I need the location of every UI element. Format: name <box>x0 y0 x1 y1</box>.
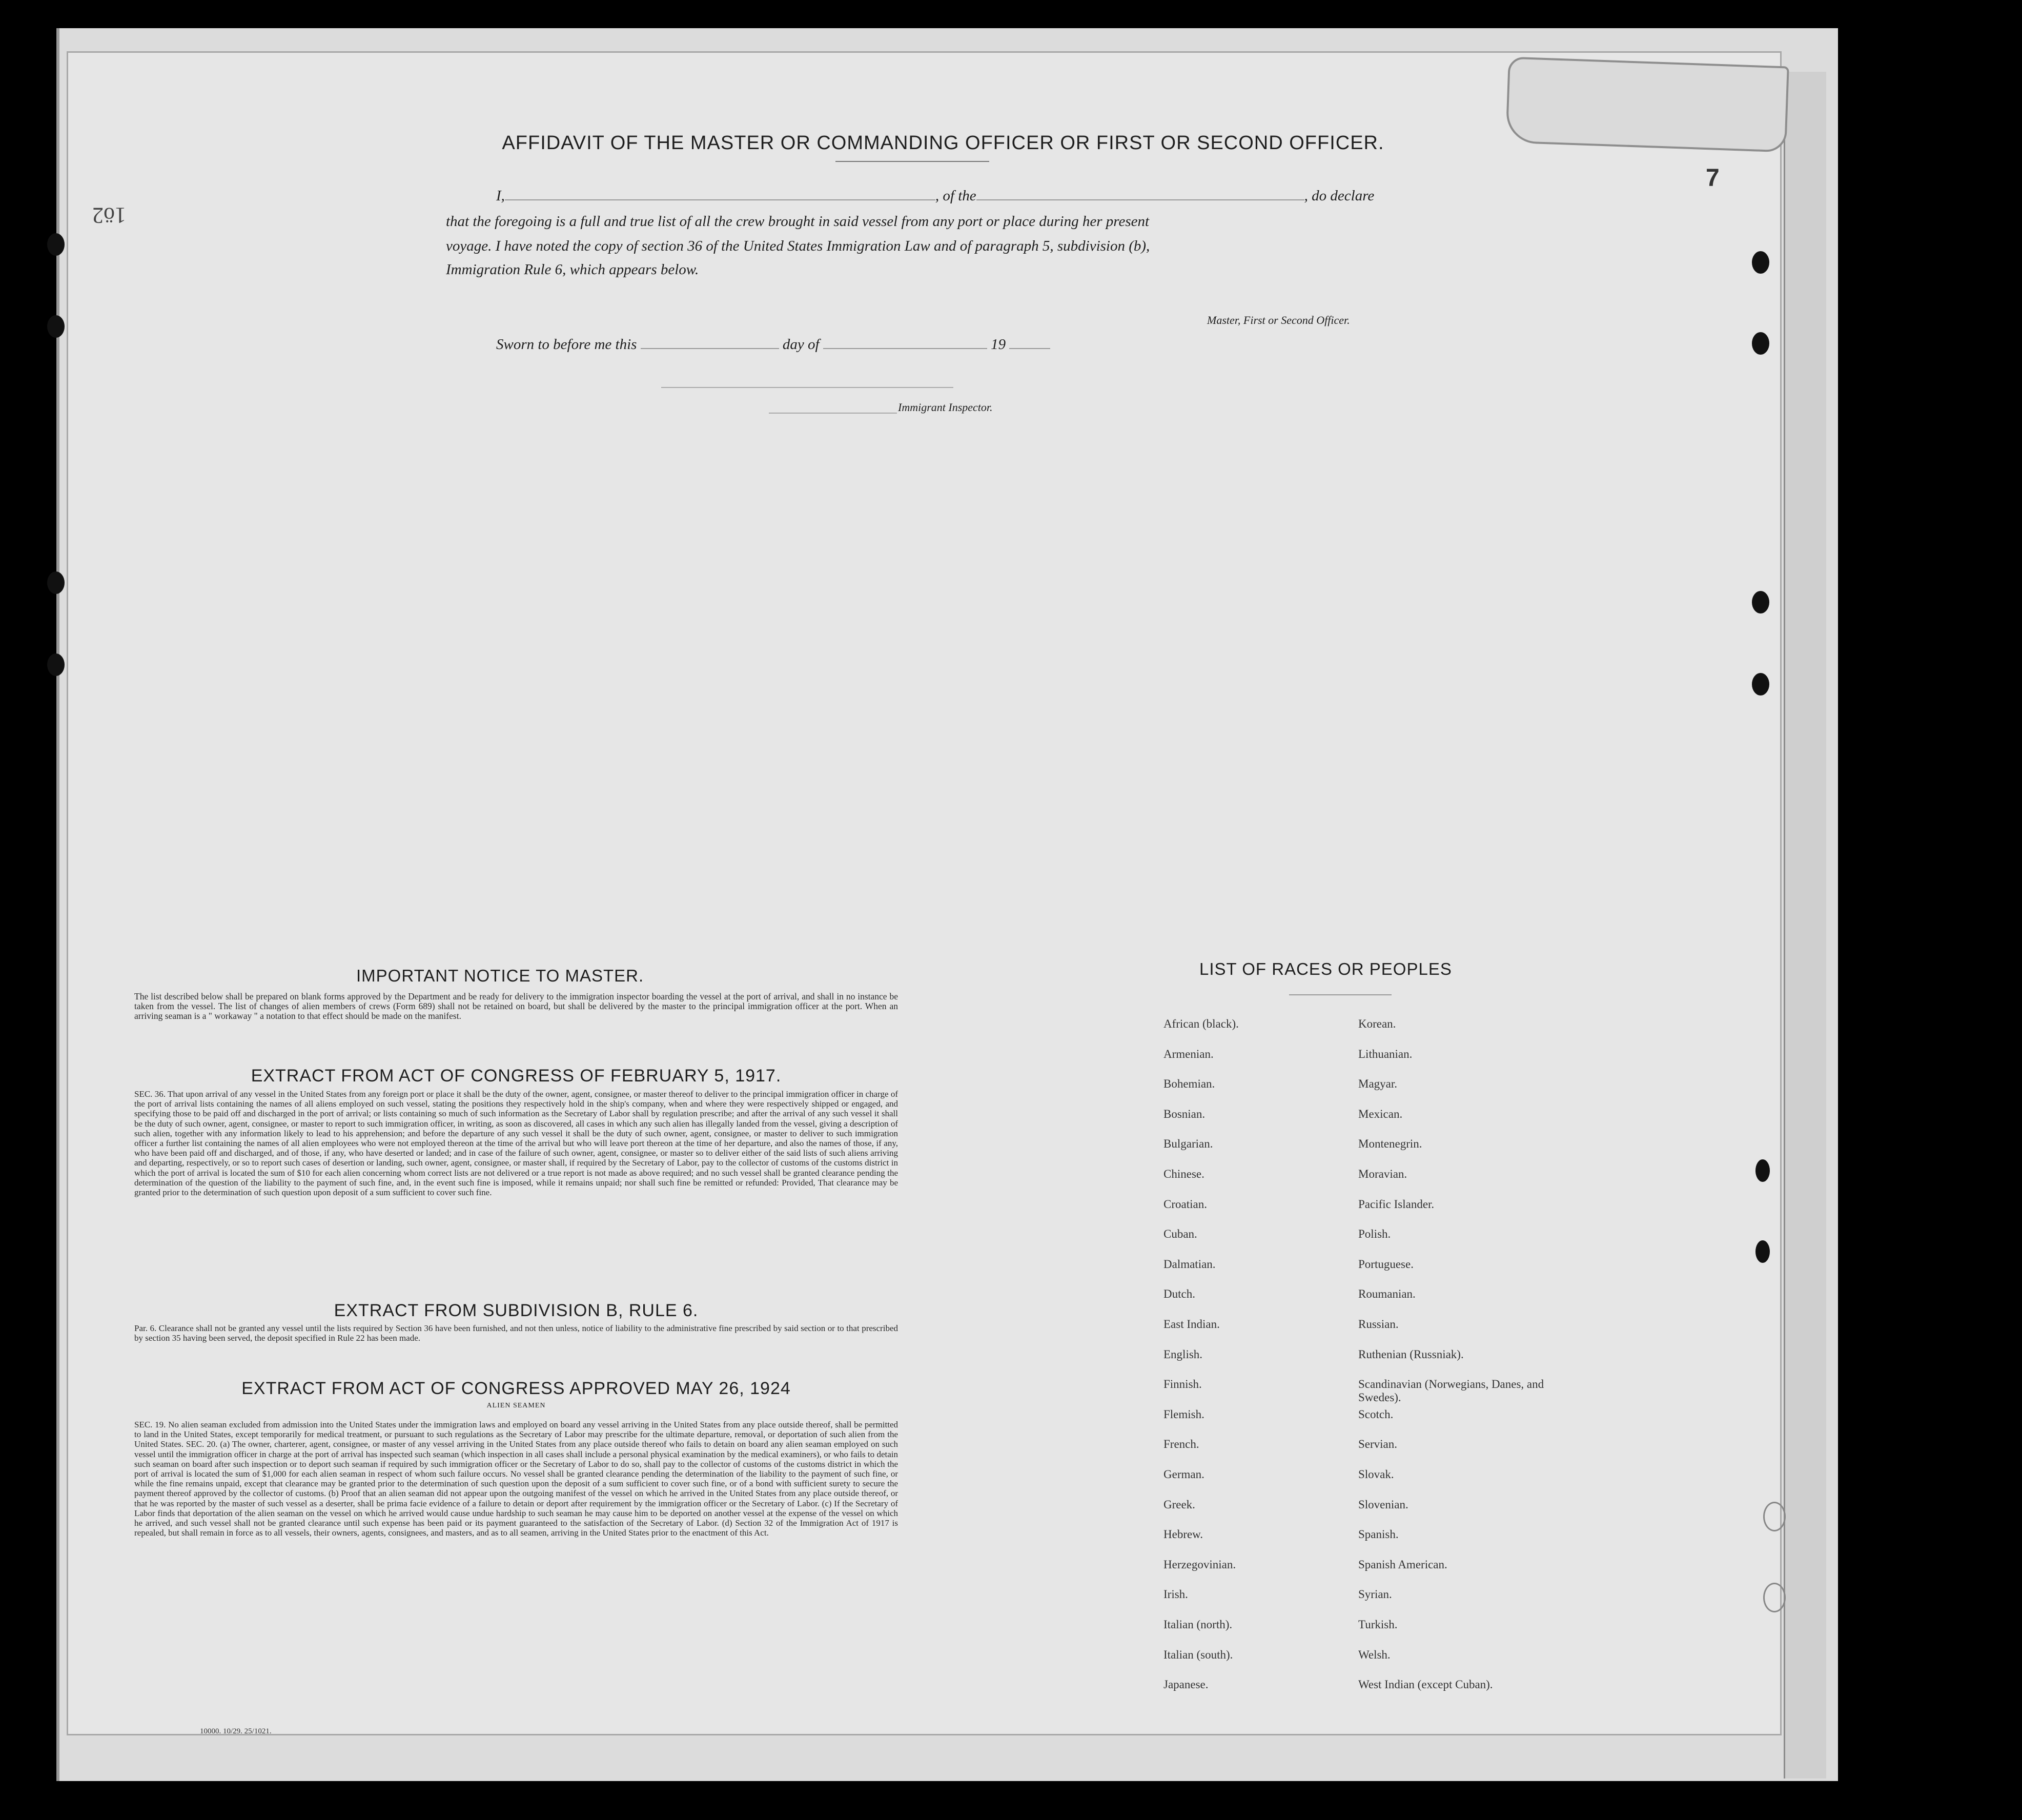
punch-hole <box>1752 591 1769 614</box>
race-item: Hebrew. <box>1163 1528 1203 1541</box>
name-blank <box>505 199 935 200</box>
race-item: Slovenian. <box>1358 1498 1408 1511</box>
races-title-underline <box>1289 994 1392 995</box>
year-blank <box>1009 348 1050 349</box>
race-item: Bosnian. <box>1163 1107 1206 1120</box>
race-item: Croatian. <box>1163 1197 1207 1211</box>
vessel-blank <box>976 199 1304 200</box>
paper-sheet-edge <box>1784 72 1826 1778</box>
extract-1924-subtitle: ALIEN SEAMEN <box>486 1402 546 1409</box>
extract-1917-text: SEC. 36. That upon arrival of any vessel in the United States from any foreign port or place it shall be the duty of the owner, agent, consignee, or master thereof to deliver to the principal immigration officer in charge of the port of arrival lists containing the names of all aliens employed on such vessel, stating the positions they respectively hold in the ship's company, when and where they were respectively shipped or engaged, and specifying those to be paid off and discharged in the port of arrival; or lists containing so much of such information as the Secretary of Labor shall by regulation prescribe; and after the arrival of any such vessel it shall be the duty of such owner, agent, consignee, or master to report to such immigration officer, in writing, as soon as discovered, all cases in which any such alien has illegally landed from the vessel, giving a description of such alien, together with any information likely to lead to his apprehension; and before the departure of any such vessel it shall be the duty of such owner, agent, consignee, or master to deliver to such immigration officer a further list containing the names of all alien employees who were not employed thereon at the time of the arrival but who will leave port thereon at the time of her departure, and also the names of those, if any, who have been paid off and discharged, and of those, if any, who have deserted or landed; and in case of the failure of such owner, agent, consignee, or master so to deliver either of the said lists of such aliens arriving and departing, respectively, or so to report such cases of desertion or landing, such owner, agent, consignee, or master shall, if required by the Secretary of Labor, pay to the collector of customs of the customs district in which the port of arrival is located the sum of $10 for each alien concerning whom correct lists are not delivered or a true report is not made as above required; and no such vessel shall be granted clearance pending the determination of the question of the liability to the payment of such fine, and, in the event such fine is imposed, while it remains unpaid; nor shall such fine be remitted or refunded: Provided, That clearance may be granted prior to the determination of such question upon deposit of a sum sufficient to cover such fine. <box>134 1089 898 1198</box>
day-of-text: day of <box>782 336 820 353</box>
day-blank <box>641 348 779 349</box>
month-blank <box>823 348 987 349</box>
race-item: Magyar. <box>1358 1077 1398 1091</box>
race-item: Spanish American. <box>1358 1558 1447 1571</box>
punch-hole-ring <box>1763 1502 1786 1531</box>
race-item: Bohemian. <box>1163 1077 1215 1091</box>
declaration-line-2: that the foregoing is a full and true list of all the crew brought in said vessel from any port or place during her present <box>446 213 1150 230</box>
race-item: Scandinavian (Norwegians, Danes, and Swedes). <box>1358 1378 1544 1404</box>
signature-label: Master, First or Second Officer. <box>1207 314 1350 326</box>
stub-number: 1ö2 <box>92 203 126 228</box>
punch-hole <box>47 653 65 676</box>
race-item: Roumanian. <box>1358 1287 1416 1301</box>
extract-1924-title: EXTRACT FROM ACT OF CONGRESS APPROVED MAY 26, 1924 <box>241 1379 791 1398</box>
race-item: Scotch. <box>1358 1407 1394 1421</box>
race-item: Pacific Islander. <box>1358 1197 1435 1211</box>
race-item: Lithuanian. <box>1358 1047 1413 1060</box>
race-item: East Indian. <box>1163 1318 1220 1331</box>
declaration-do-declare: , do declare <box>1304 188 1375 204</box>
race-item: Welsh. <box>1358 1648 1391 1661</box>
race-item: Polish. <box>1358 1228 1391 1241</box>
race-item: Spanish. <box>1358 1528 1399 1541</box>
race-item: Dalmatian. <box>1163 1257 1216 1271</box>
race-item: Portuguese. <box>1358 1257 1414 1271</box>
declaration-of-the: , of the <box>935 188 976 204</box>
race-item: African (black). <box>1163 1017 1239 1030</box>
race-item: Montenegrin. <box>1358 1137 1422 1151</box>
race-item: Dutch. <box>1163 1287 1195 1301</box>
inspector-signature-line <box>661 387 953 388</box>
race-item: Slovak. <box>1358 1468 1394 1481</box>
extract-rule6-title: EXTRACT FROM SUBDIVISION B, RULE 6. <box>334 1301 699 1320</box>
race-item: Irish. <box>1163 1588 1188 1601</box>
race-item: French. <box>1163 1438 1199 1451</box>
declaration-line-1 <box>496 188 1374 205</box>
race-item: Greek. <box>1163 1498 1195 1511</box>
race-item: English. <box>1163 1347 1203 1361</box>
sworn-text: Sworn to before me this <box>496 336 637 353</box>
affidavit-title: AFFIDAVIT OF THE MASTER OR COMMANDING OFFICER OR FIRST OR SECOND OFFICER. <box>502 132 1384 154</box>
race-item: Mexican. <box>1358 1107 1403 1120</box>
race-item: German. <box>1163 1468 1204 1481</box>
extract-1917-title: EXTRACT FROM ACT OF CONGRESS OF FEBRUARY 5, 1917. <box>251 1066 782 1086</box>
punch-hole <box>47 315 65 338</box>
punch-hole <box>47 571 65 594</box>
corner-mark: 7 <box>1706 165 1720 192</box>
race-item: Italian (north). <box>1163 1618 1233 1631</box>
extract-rule6-text: Par. 6. Clearance shall not be granted any vessel until the lists required by Section 36 have been furnished, and not then unless, notice of liability to the administrative fine prescribed by said section or to that prescribed by section 35 having been served, the deposit specified in Rule 22 has been made. <box>134 1323 898 1343</box>
race-item: Flemish. <box>1163 1407 1204 1421</box>
punch-hole <box>1752 251 1769 274</box>
punch-hole <box>1755 1240 1770 1263</box>
inspector-label: Immigrant Inspector. <box>898 401 993 414</box>
race-item: Armenian. <box>1163 1047 1214 1060</box>
punch-hole <box>47 233 65 256</box>
punch-hole <box>1752 673 1769 696</box>
declaration-line-3: voyage. I have noted the copy of section 36 of the United States Immigration Law and of paragraph 5, subdivision (b), <box>446 238 1150 254</box>
punch-hole <box>1752 332 1769 355</box>
race-item: Chinese. <box>1163 1168 1204 1180</box>
declaration-i: I, <box>496 188 505 204</box>
race-item: Cuban. <box>1163 1228 1197 1241</box>
torn-corner <box>1505 56 1789 152</box>
race-item: Turkish. <box>1358 1618 1398 1631</box>
race-item: Ruthenian (Russniak). <box>1358 1347 1464 1361</box>
declaration-line-4: Immigration Rule 6, which appears below. <box>446 261 699 278</box>
extract-1924-text: SEC. 19. No alien seaman excluded from admission into the United States under the immigration laws and employed on board any vessel arriving in the United States from any place outside thereof, shall be permitted to land in the United States, except temporarily for medical treatment, or pursuant to such regulations as the Secretary of Labor may prescribe for the ultimate departure, removal, or deportation of such alien from the United States. SEC. 20. (a) The owner, charterer, agent, consignee, or master of any vessel arriving in the United States from any place outside thereof who fails to detain on board any alien seaman employed on such vessel until the immigration officer in charge at the port of arrival has inspected such seaman (which inspection in all cases shall include a personal physical examination by the medical examiners), or who fails to detain such seaman on board after such inspection or to deport such seaman if required by such immigration officer or the Secretary of Labor to do so, shall pay to the collector of customs of the customs district in which the port of arrival is located the sum of $1,000 for each alien seaman in respect of whom such failure occurs. No vessel shall be granted clearance pending the determination of the liability to the payment of such fine, or while the fine remains unpaid, except that clearance may be granted prior to the determination of such question upon the deposit of a sum sufficient to cover such fine, or of a bond with sufficient surety to secure the payment thereof approved by the collector of customs. (b) Proof that an alien seaman did not appear upon the outgoing manifest of the vessel on which he arrived in the United States from any place outside thereof, or that he was reported by the master of such vessel as a deserter, shall be prima facie evidence of a failure to detain or deport after requirement by the immigration officer or the Secretary of Labor. (c) If the Secretary of Labor finds that deportation of the alien seaman on the vessel on which he arrived would cause undue hardship to such seaman he may cause him to be deported on another vessel at the expense of the vessel on which he arrived, and such vessel shall not be granted clearance until such expense has been paid or its payment guaranteed to the satisfaction of the Secretary of Labor. (d) Section 32 of the Immigration Act of 1917 is repealed, but shall remain in force as to all vessels, their owners, agents, consignees, and masters, and as to all seamen, arriving in the United States prior to the enactment of this Act. <box>134 1420 898 1538</box>
race-item: Herzegovinian. <box>1163 1558 1236 1571</box>
race-item: Russian. <box>1358 1318 1399 1331</box>
notice-text: The list described below shall be prepared on blank forms approved by the Department and be ready for delivery to the immigration inspector boarding the vessel at the port of arrival, and shall in no instance be taken from the vessel. The list of changes of alien members of crews (Form 689) shall not be retained on board, but shall be delivered by the master to the principal immigration officer at the port. When an arriving seaman is a " workaway " a notation to that effect should be made on the manifest. <box>134 991 898 1021</box>
sworn-line <box>496 336 1050 353</box>
print-code: 10000. 10/29. 25/1021. <box>200 1727 272 1735</box>
race-item: Servian. <box>1358 1438 1398 1451</box>
races-title: LIST OF RACES OR PEOPLES <box>1199 959 1452 978</box>
race-item: West Indian (except Cuban). <box>1358 1678 1493 1691</box>
race-item: Italian (south). <box>1163 1648 1233 1661</box>
race-item: Bulgarian. <box>1163 1137 1213 1151</box>
race-item: Korean. <box>1358 1017 1396 1030</box>
notice-title: IMPORTANT NOTICE TO MASTER. <box>356 966 644 985</box>
inspector-short-line <box>769 413 897 414</box>
punch-hole-ring <box>1763 1583 1786 1612</box>
race-item: Finnish. <box>1163 1378 1202 1391</box>
punch-hole <box>1755 1159 1770 1182</box>
year-prefix: 19 <box>991 336 1006 353</box>
race-item: Moravian. <box>1358 1168 1407 1180</box>
race-item: Syrian. <box>1358 1588 1392 1601</box>
title-underline <box>835 161 989 162</box>
race-item: Japanese. <box>1163 1678 1209 1691</box>
